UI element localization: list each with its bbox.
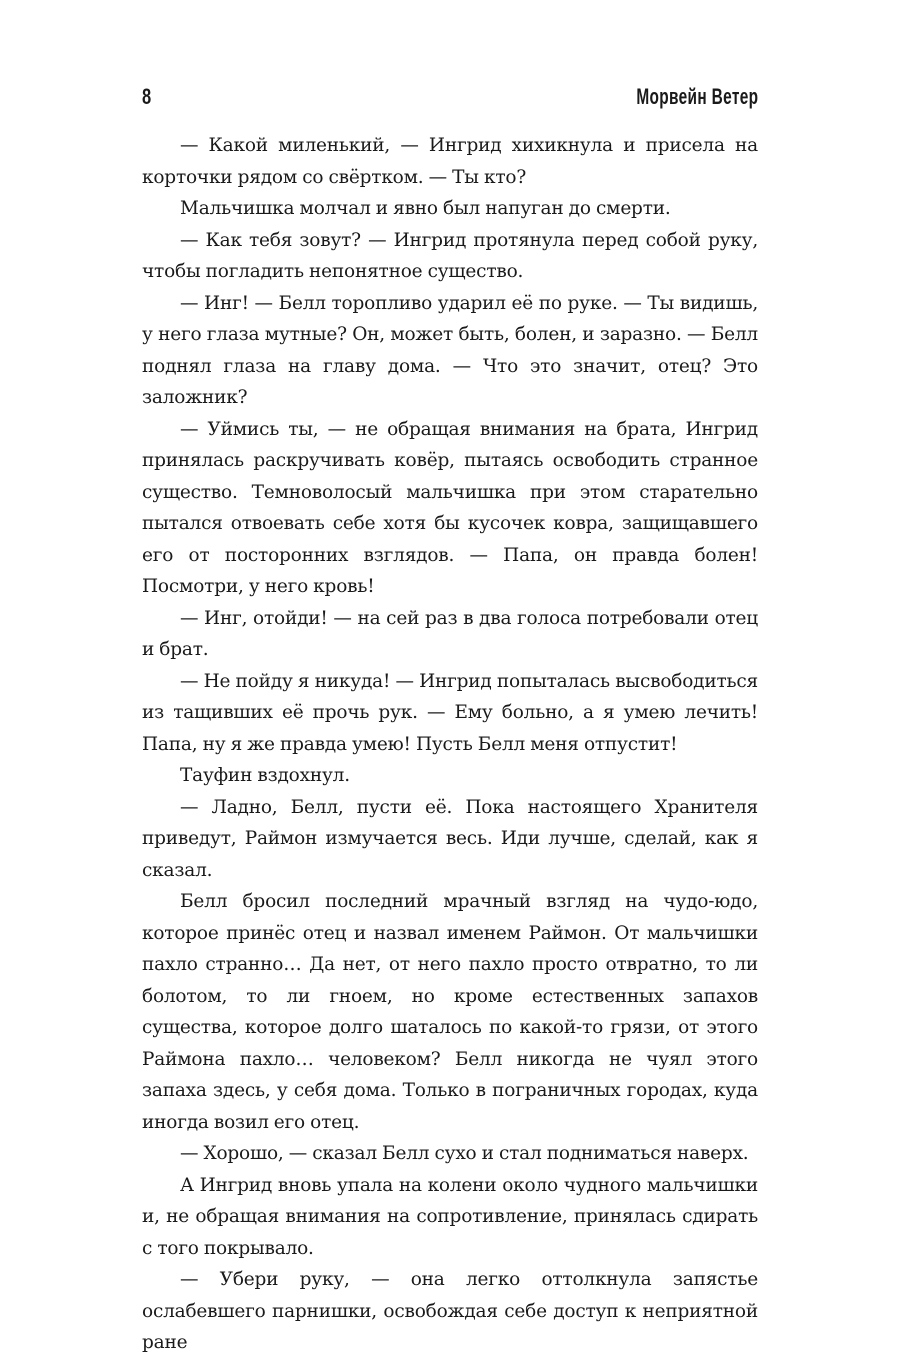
paragraph: — Хорошо, — сказал Белл сухо и стал подниматься наверх. xyxy=(180,1143,749,1164)
paragraph: — Уймись ты, — не обращая внимания на брата, Ингрид принялась раскручивать ковёр, пытаясь освободить странное существо. Темноволосый мальчишка при этом старательно пытался отвоевать себе хотя бы кусочек ковра, защищавшего его от посторонних взглядов. — Папа, он правда болен! Посмотри, у него кровь! xyxy=(142,418,758,597)
paragraph: — Ладно, Белл, пусти её. Пока настоящего Хранителя приведут, Раймон измучается весь. Иди лучше, сделай, как я сказал. xyxy=(142,796,758,881)
page-header xyxy=(142,84,758,114)
running-head-author: Морвейн Ветер xyxy=(635,84,758,109)
paragraph: А Ингрид вновь упала на колени около чудного мальчишки и, не обращая внимания на сопротивление, принялась сдирать с того покрывало. xyxy=(142,1174,758,1259)
text-body xyxy=(142,130,758,1359)
paragraph: — Не пойду я никуда! — Ингрид попыталась высвободиться из тащивших её прочь рук. — Ему больно, а я умею лечить! Папа, ну я же правда умею! Пусть Белл меня отпустит! xyxy=(142,670,758,755)
paragraph: — Инг! — Белл торопливо ударил её по руке. — Ты видишь, у него глаза мутные? Он, может быть, болен, и заразно. — Белл поднял глаза на главу дома. — Что это значит, отец? Это заложник? xyxy=(142,292,758,408)
paragraph: Белл бросил последний мрачный взгляд на чудо-юдо, которое принёс отец и назвал именем Раймон. От мальчишки пахло странно… Да нет, от него пахло просто отвратно, то ли болотом, то ли гноем, но кроме естественных запахов существа, которое долго шаталось по какой-то грязи, от этого Раймона пахло… человеком? Белл никогда не чуял этого запаха здесь, у себя дома. Только в пограничных городах, куда иногда возил его отец. xyxy=(142,891,758,1133)
paragraph: Мальчишка молчал и явно был напуган до смерти. xyxy=(180,198,671,219)
paragraph: — Убери руку, — она легко оттолкнула запястье ослабевшего парнишки, освобождая себе доступ к неприятной ране xyxy=(142,1269,758,1353)
paragraph: Тауфин вздохнул. xyxy=(180,765,350,786)
paragraph: — Как тебя зовут? — Ингрид протянула перед собой руку, чтобы погладить непонятное существо. xyxy=(142,229,758,282)
page-number: 8 xyxy=(142,84,152,109)
paragraph: — Инг, отойди! — на сей раз в два голоса потребовали отец и брат. xyxy=(142,607,758,660)
paragraph: — Какой миленький, — Ингрид хихикнула и присела на корточки рядом со свёртком. — Ты кто? xyxy=(142,135,758,188)
